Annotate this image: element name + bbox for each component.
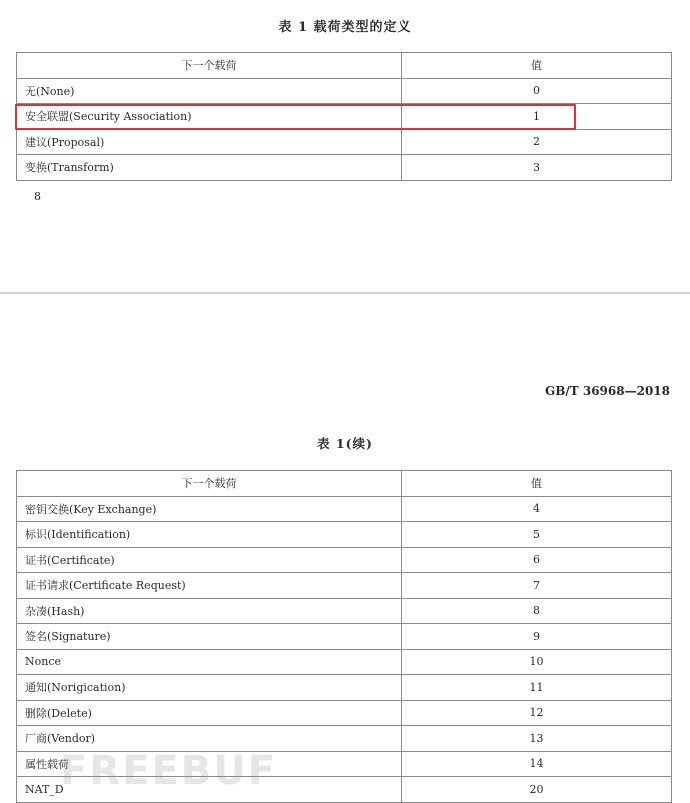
payload-name: 签名(Signature) (17, 624, 402, 650)
payload-name: 属性载荷 (17, 751, 402, 777)
payload-name: 安全联盟(Security Association) (17, 104, 402, 130)
table-header-row (17, 53, 672, 79)
table-row (17, 649, 672, 675)
page-number: 8 (34, 190, 41, 203)
table-row (17, 598, 672, 624)
payload-name: Nonce (17, 649, 402, 675)
table-row (17, 700, 672, 726)
payload-value: 8 (402, 598, 672, 624)
payload-value: 2 (402, 129, 672, 155)
payload-value: 9 (402, 624, 672, 650)
payload-name: 通知(Norigication) (17, 675, 402, 701)
standard-header: GB/T 36968—2018 (544, 384, 670, 398)
table-row (17, 496, 672, 522)
payload-value: 10 (402, 649, 672, 675)
header-value: 值 (402, 53, 672, 79)
payload-value: 12 (402, 700, 672, 726)
payload-name: NAT_D (17, 777, 402, 803)
table-row (17, 129, 672, 155)
table-row (17, 522, 672, 548)
payload-value: 5 (402, 522, 672, 548)
table-row (17, 78, 672, 104)
table-row (17, 675, 672, 701)
payload-value: 6 (402, 547, 672, 573)
table-row (17, 547, 672, 573)
table-row (17, 624, 672, 650)
payload-value: 0 (402, 78, 672, 104)
table1-cont-title: 表 1(续) (317, 436, 373, 451)
page-divider (0, 292, 690, 294)
header-value: 值 (402, 471, 672, 497)
table1-title: 表 1 载荷类型的定义 (278, 20, 412, 35)
highlight-box (15, 104, 576, 130)
payload-name: 证书(Certificate) (17, 547, 402, 573)
payload-value: 1 (402, 104, 672, 130)
table-row (17, 155, 672, 181)
payload-value: 7 (402, 573, 672, 599)
table-row (17, 573, 672, 599)
payload-value: 4 (402, 496, 672, 522)
payload-name: 厂商(Vendor) (17, 726, 402, 752)
header-next-payload: 下一个载荷 (17, 471, 402, 497)
payload-name: 建议(Proposal) (17, 129, 402, 155)
header-next-payload: 下一个载荷 (17, 53, 402, 79)
payload-name: 删除(Delete) (17, 700, 402, 726)
table-header-row (17, 471, 672, 497)
payload-value: 11 (402, 675, 672, 701)
payload-value: 13 (402, 726, 672, 752)
payload-name: 证书请求(Certificate Request) (17, 573, 402, 599)
payload-name: 变换(Transform) (17, 155, 402, 181)
payload-name: 杂凑(Hash) (17, 598, 402, 624)
payload-name: 密钥交换(Key Exchange) (17, 496, 402, 522)
payload-name: 标识(Identification) (17, 522, 402, 548)
payload-name: 无(None) (17, 78, 402, 104)
payload-value: 14 (402, 751, 672, 777)
watermark-logo: FREEBUF (60, 748, 278, 794)
payload-value: 3 (402, 155, 672, 181)
payload-value: 20 (402, 777, 672, 803)
